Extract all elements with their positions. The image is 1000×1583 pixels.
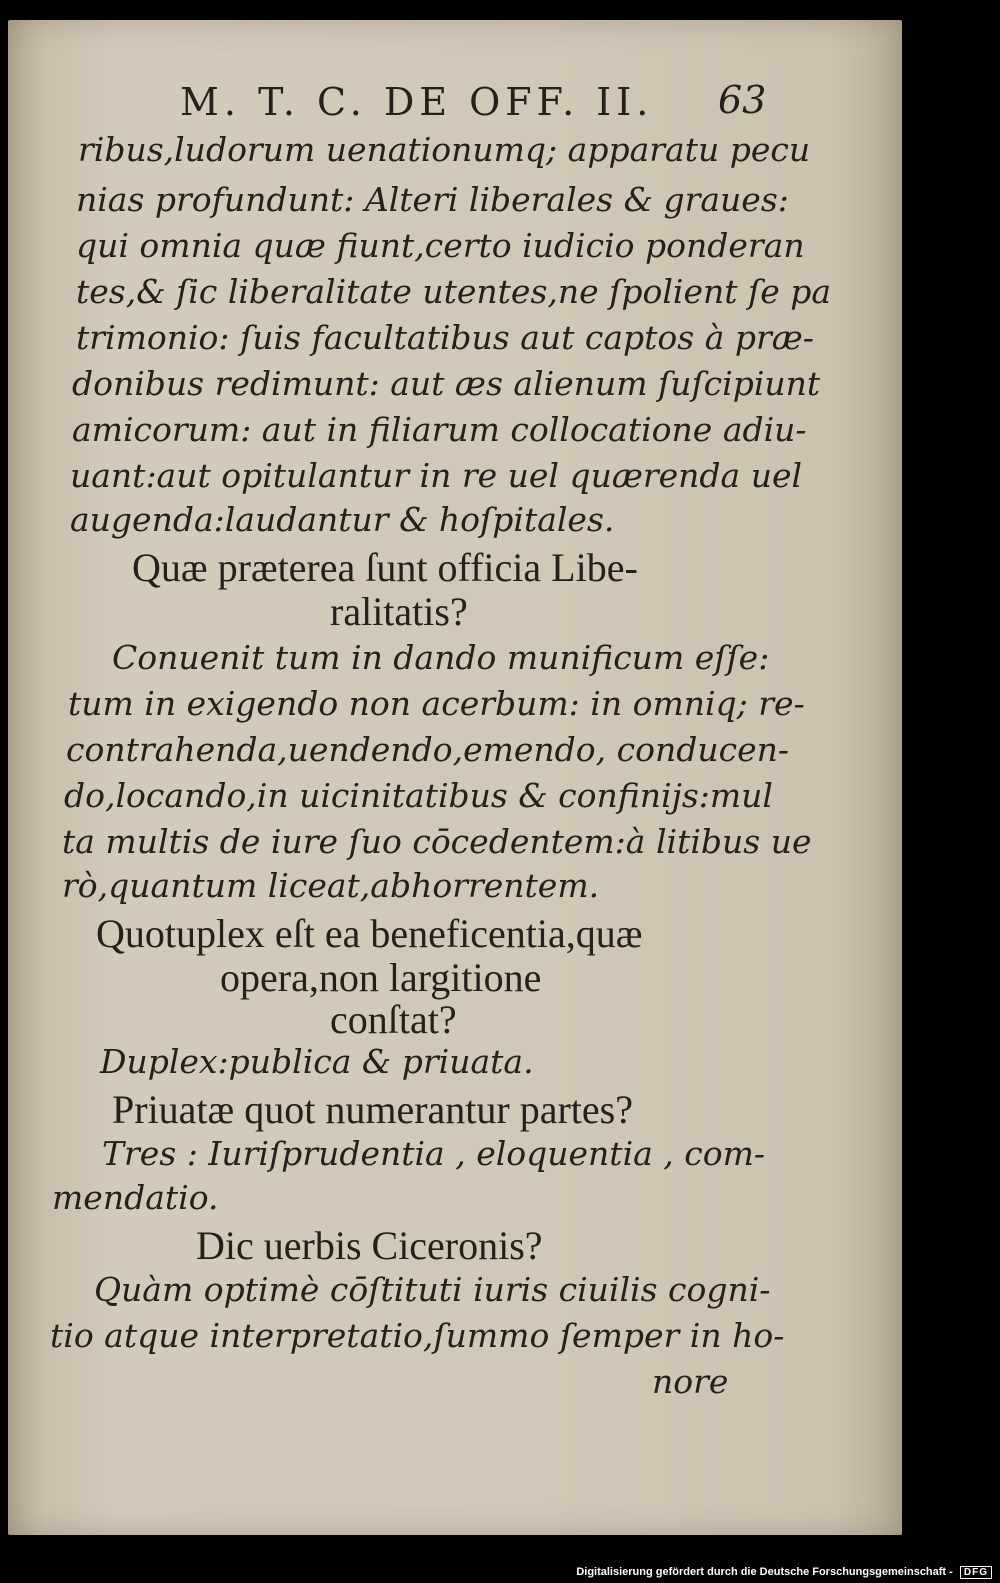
question-line: Dic uerbis Ciceronis? bbox=[196, 1223, 543, 1268]
text-line: Duplex:publica & priuata. bbox=[100, 1042, 534, 1081]
text-line: tio atque interpretatio,ſummo ſemper in ho- bbox=[50, 1316, 785, 1355]
text-line: tum in exigendo non acerbum: in omniq; re- bbox=[68, 684, 805, 723]
dfg-logo-icon: DFG bbox=[960, 1566, 992, 1579]
page-number: 63 bbox=[718, 78, 767, 122]
question-line: Quæ præterea ſunt officia Libe- bbox=[132, 545, 638, 590]
text-line: mendatio. bbox=[52, 1178, 219, 1217]
question-line: Priuatæ quot numerantur partes? bbox=[112, 1087, 633, 1132]
text-line: rò,quantum liceat,abhorrentem. bbox=[62, 866, 600, 905]
text-line: ribus,ludorum uenationumq; apparatu pecu bbox=[78, 130, 811, 169]
question-line: opera,non largitione bbox=[220, 955, 542, 1000]
running-head: M. T. C. DE OFF. II. bbox=[180, 80, 654, 124]
text-line: augenda:laudantur & hoſpitales. bbox=[70, 500, 615, 539]
text-line: do,locando,in uicinitatibus & confinijs:mul bbox=[64, 776, 773, 815]
credit-text: Digitalisierung gefördert durch die Deutsche Forschungsgemeinschaft - bbox=[576, 1566, 953, 1578]
text-line: Conuenit tum in dando munificum eſſe: bbox=[112, 638, 770, 677]
text-line: contrahenda,uendendo,emendo, conducen- bbox=[66, 730, 790, 769]
question-line: conſtat? bbox=[330, 997, 457, 1042]
text-line: trimonio: ſuis facultatibus aut captos à præ- bbox=[76, 318, 814, 357]
text-line: amicorum: aut in filiarum collocatione adiu- bbox=[72, 410, 807, 449]
text-line: qui omnia quæ fiunt,certo iudicio ponderan bbox=[76, 226, 805, 265]
text-line: ta multis de iure ſuo cōcedentem:à litibus ue bbox=[62, 822, 812, 861]
text-line: uant:aut opitulantur in re uel quærenda uel bbox=[70, 456, 803, 495]
text-line: Quàm optimè cōſtituti iuris ciuilis cogni- bbox=[94, 1270, 771, 1309]
text-line: Tres : Iuriſprudentia , eloquentia , com- bbox=[102, 1134, 766, 1173]
text-line: tes,& ſic liberalitate utentes,ne ſpolient ſe pa bbox=[76, 272, 832, 311]
text-line: nias profundunt: Alteri liberales & graues: bbox=[76, 180, 789, 219]
question-line: ralitatis? bbox=[330, 589, 468, 634]
catchword: nore bbox=[652, 1362, 729, 1401]
text-line: donibus redimunt: aut æs alienum ſuſcipiunt bbox=[72, 364, 821, 403]
question-line: Quotuplex eſt ea beneficentia,quæ bbox=[96, 911, 643, 956]
digitization-credit bbox=[576, 1566, 992, 1579]
